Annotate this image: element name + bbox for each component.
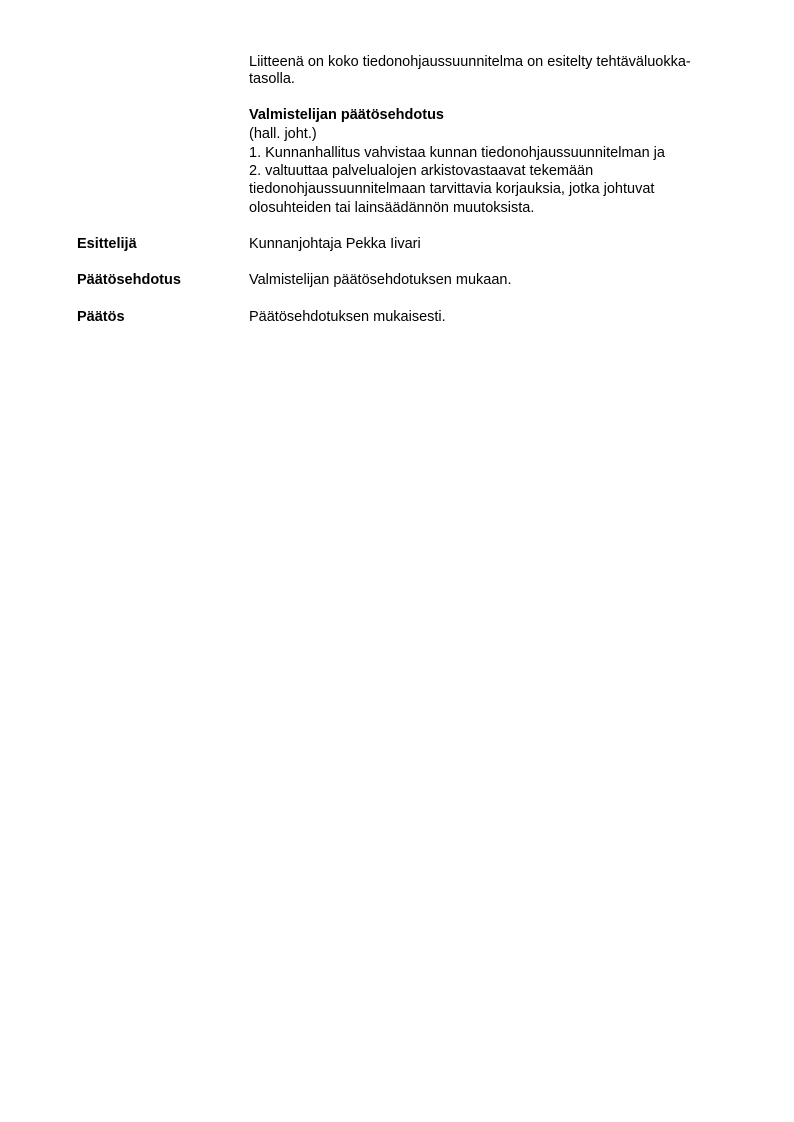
decision-value: Päätösehdotuksen mukaisesti. [249, 309, 446, 325]
intro-line-2: tasolla. [249, 71, 295, 87]
proposal-line-2: 2. valtuuttaa palvelualojen arkistovastaavat tekemään [249, 163, 594, 179]
proposal-heading: Valmistelijan päätösehdotus [249, 107, 444, 123]
intro-line-1: Liitteenä on koko tiedonohjaussuunnitelma on esitelty tehtäväluokka- [249, 54, 691, 70]
proposal-subheading: (hall. joht.) [249, 126, 317, 142]
presenter-value: Kunnanjohtaja Pekka Iivari [249, 236, 421, 252]
decision-proposal-value: Valmistelijan päätösehdotuksen mukaan. [249, 272, 512, 288]
presenter-label: Esittelijä [77, 236, 137, 252]
decision-proposal-label: Päätösehdotus [77, 272, 181, 288]
decision-label: Päätös [77, 309, 125, 325]
proposal-line-1: 1. Kunnanhallitus vahvistaa kunnan tiedonohjaussuunnitelman ja [249, 145, 665, 161]
proposal-line-4: olosuhteiden tai lainsäädännön muutoksista. [249, 200, 535, 216]
proposal-line-3: tiedonohjaussuunnitelmaan tarvittavia korjauksia, jotka johtuvat [249, 181, 655, 197]
